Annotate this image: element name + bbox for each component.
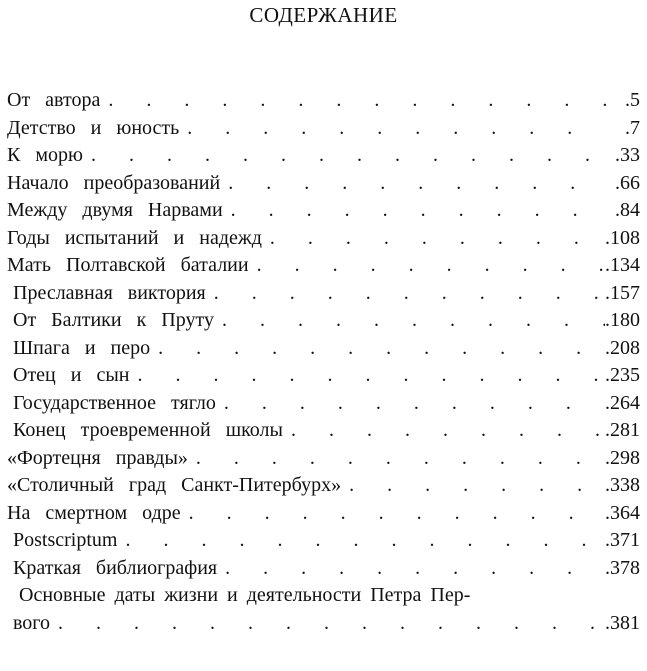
toc-entry (7, 117, 640, 145)
dot-leader (223, 199, 606, 222)
dot-leader (100, 89, 606, 112)
toc-entry (7, 364, 640, 392)
toc-entry-title: Государственное тягло (13, 391, 216, 414)
toc-entry-title: Детство и юность (7, 116, 180, 139)
toc-entry-page: .180 (605, 309, 640, 331)
toc-entry (7, 529, 640, 557)
toc-entry (7, 227, 640, 255)
toc-entry-page: .5 (625, 89, 640, 111)
dot-leader (214, 309, 605, 332)
toc-entry-page: .364 (605, 501, 640, 524)
toc-entry-page: .108 (605, 226, 640, 249)
toc-entry-page: .235 (605, 364, 640, 386)
toc-entry-page: .381 (605, 611, 640, 634)
dot-leader (206, 282, 605, 305)
toc-entry (7, 282, 640, 310)
dot-leader (188, 447, 605, 470)
toc-entry-page: .378 (605, 556, 640, 579)
toc-entry (7, 144, 640, 172)
toc-entry-title: Начало преобразований (7, 171, 221, 194)
toc-entry-page: .264 (605, 391, 640, 414)
toc-entry (7, 419, 640, 447)
dot-leader (179, 117, 606, 140)
page-title: СОДЕРЖАНИЕ (249, 3, 398, 27)
toc-entry (7, 254, 640, 282)
toc-entry-multiline (7, 584, 640, 639)
toc-entry-title: Конец троевременной школы (13, 419, 283, 441)
toc-entry (7, 502, 640, 530)
toc-entry-page: .208 (605, 336, 640, 359)
dot-leader (50, 612, 605, 635)
toc-entry-title: От автора (7, 89, 101, 111)
toc-entry-page: .66 (615, 171, 640, 194)
toc-entry-page: .371 (605, 529, 640, 551)
toc-entry (7, 392, 640, 420)
dot-leader (150, 337, 605, 360)
toc-entry (7, 89, 640, 117)
toc-entry-page: .33 (615, 144, 640, 166)
toc-entry-title: Между двумя Нарвами (7, 199, 223, 221)
toc-entry-page: .338 (605, 474, 640, 496)
toc-entry-title-line1: Основные даты жизни и деятельности Петра Пер- (19, 584, 471, 606)
toc-entry-page: .298 (605, 446, 640, 469)
dot-leader (341, 474, 605, 497)
dot-leader (283, 419, 605, 442)
toc-entry-title: «Столичный град Санкт-Питербурх» (7, 474, 342, 496)
dot-leader (217, 557, 605, 580)
toc-entry-title: Postscriptum (13, 529, 118, 551)
toc-entry-page: .134 (605, 254, 640, 276)
toc-entry-title: Мать Полтавской баталии (7, 254, 249, 276)
toc-entry-title: Шпага и перо (13, 336, 151, 359)
dot-leader (117, 529, 605, 552)
toc-entry-page: .84 (615, 199, 640, 221)
toc-entry (7, 557, 640, 585)
toc-entry-title: Преславная виктория (13, 281, 206, 304)
dot-leader (83, 144, 606, 167)
toc-entry-title: На смертном одре (7, 501, 181, 524)
toc-entry-title: Годы испытаний и надежд (7, 226, 262, 249)
toc-entry (7, 172, 640, 200)
dot-leader (181, 502, 605, 525)
toc-entry-title: К морю (7, 144, 83, 166)
toc-entry (7, 199, 640, 227)
toc-entry (7, 337, 640, 365)
toc-entry-title: От Балтики к Пруту (13, 309, 214, 331)
toc-entry-page: .157 (605, 281, 640, 304)
toc-entry-title: «Фортецня правды» (7, 446, 188, 469)
dot-leader (216, 392, 605, 415)
dot-leader (262, 227, 605, 250)
toc-entry-line2 (7, 612, 640, 640)
toc-entry (7, 309, 640, 337)
toc-entry-title: Отец и сын (13, 364, 130, 386)
dot-leader (129, 364, 605, 387)
toc-entry-page: .281 (605, 419, 640, 441)
dot-leader (249, 254, 605, 277)
toc-entry (7, 474, 640, 502)
toc-entry-page: .7 (625, 116, 640, 139)
toc-entry (7, 447, 640, 475)
toc-entry-title-line2: вого (13, 611, 51, 634)
dot-leader (220, 172, 606, 195)
table-of-contents (7, 89, 640, 639)
toc-entry-title: Краткая библиография (13, 556, 218, 579)
